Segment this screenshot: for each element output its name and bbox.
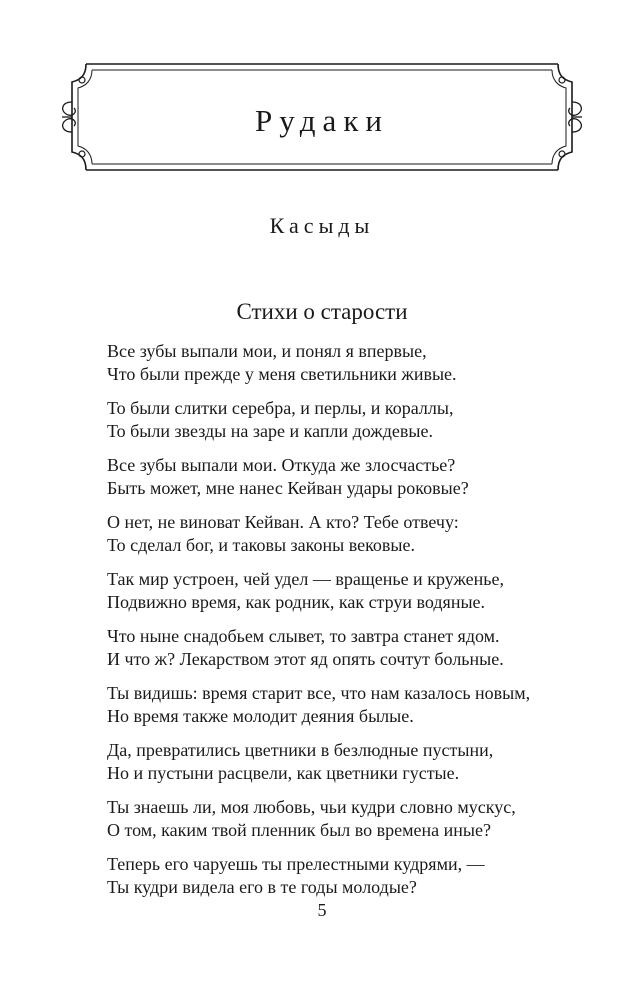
stanza — [107, 397, 547, 454]
poem-title: Стихи о старости — [236, 299, 408, 324]
stanza — [107, 568, 547, 625]
poem-line: Что ныне снадобьем слывет, то завтра станет ядом. — [107, 626, 500, 646]
stanza — [107, 454, 547, 511]
poem-line: Все зубы выпали мои, и понял я впервые, — [107, 341, 427, 361]
author-title: Рудаки — [255, 103, 389, 138]
poem-line: Но время также молодит деяния былые. — [107, 706, 414, 726]
poem-line: Подвижно время, как родник, как струи водяные. — [107, 592, 486, 612]
poem-line: Быть может, мне нанес Кейван удары роковые? — [107, 478, 469, 498]
poem-line: То сделал бог, и таковы законы вековые. — [107, 535, 415, 555]
poem-line: Но и пустыни расцвели, как цветники густые. — [107, 763, 460, 783]
page-number: 5 — [317, 900, 327, 920]
stanza — [107, 796, 547, 853]
poem-line: О том, каким твой пленник был во времена иные? — [107, 820, 491, 840]
poem-line: Что были прежде у меня светильники живые. — [107, 364, 457, 384]
stanza — [107, 625, 547, 682]
stanza — [107, 511, 547, 568]
poem-body — [107, 340, 547, 910]
stanza — [107, 340, 547, 397]
poem-line: Все зубы выпали мои. Откуда же злосчастье? — [107, 455, 456, 475]
stanza — [107, 682, 547, 739]
poem-line: И что ж? Лекарством этот яд опять сочтут больные. — [107, 649, 504, 669]
poem-line: Ты кудри видела его в те годы молодые? — [107, 877, 417, 897]
poem-line: Так мир устроен, чей удел — вращенье и круженье, — [107, 569, 504, 589]
poem-line: О нет, не виноват Кейван. А кто? Тебе отвечу: — [107, 512, 459, 532]
poem-line: То были слитки серебра, и перлы, и кораллы, — [107, 398, 454, 418]
poem-line: То были звезды на заре и капли дождевые. — [107, 421, 433, 441]
section-title: Касыды — [269, 213, 375, 238]
poem-line: Да, превратились цветники в безлюдные пустыни, — [107, 740, 494, 760]
poem-line: Теперь его чаруешь ты прелестными кудрями, — — [107, 854, 485, 874]
poem-line: Ты знаешь ли, моя любовь, чьи кудри словно мускус, — [107, 797, 516, 817]
stanza — [107, 739, 547, 796]
poem-line: Ты видишь: время старит все, что нам казалось новым, — [107, 683, 531, 703]
